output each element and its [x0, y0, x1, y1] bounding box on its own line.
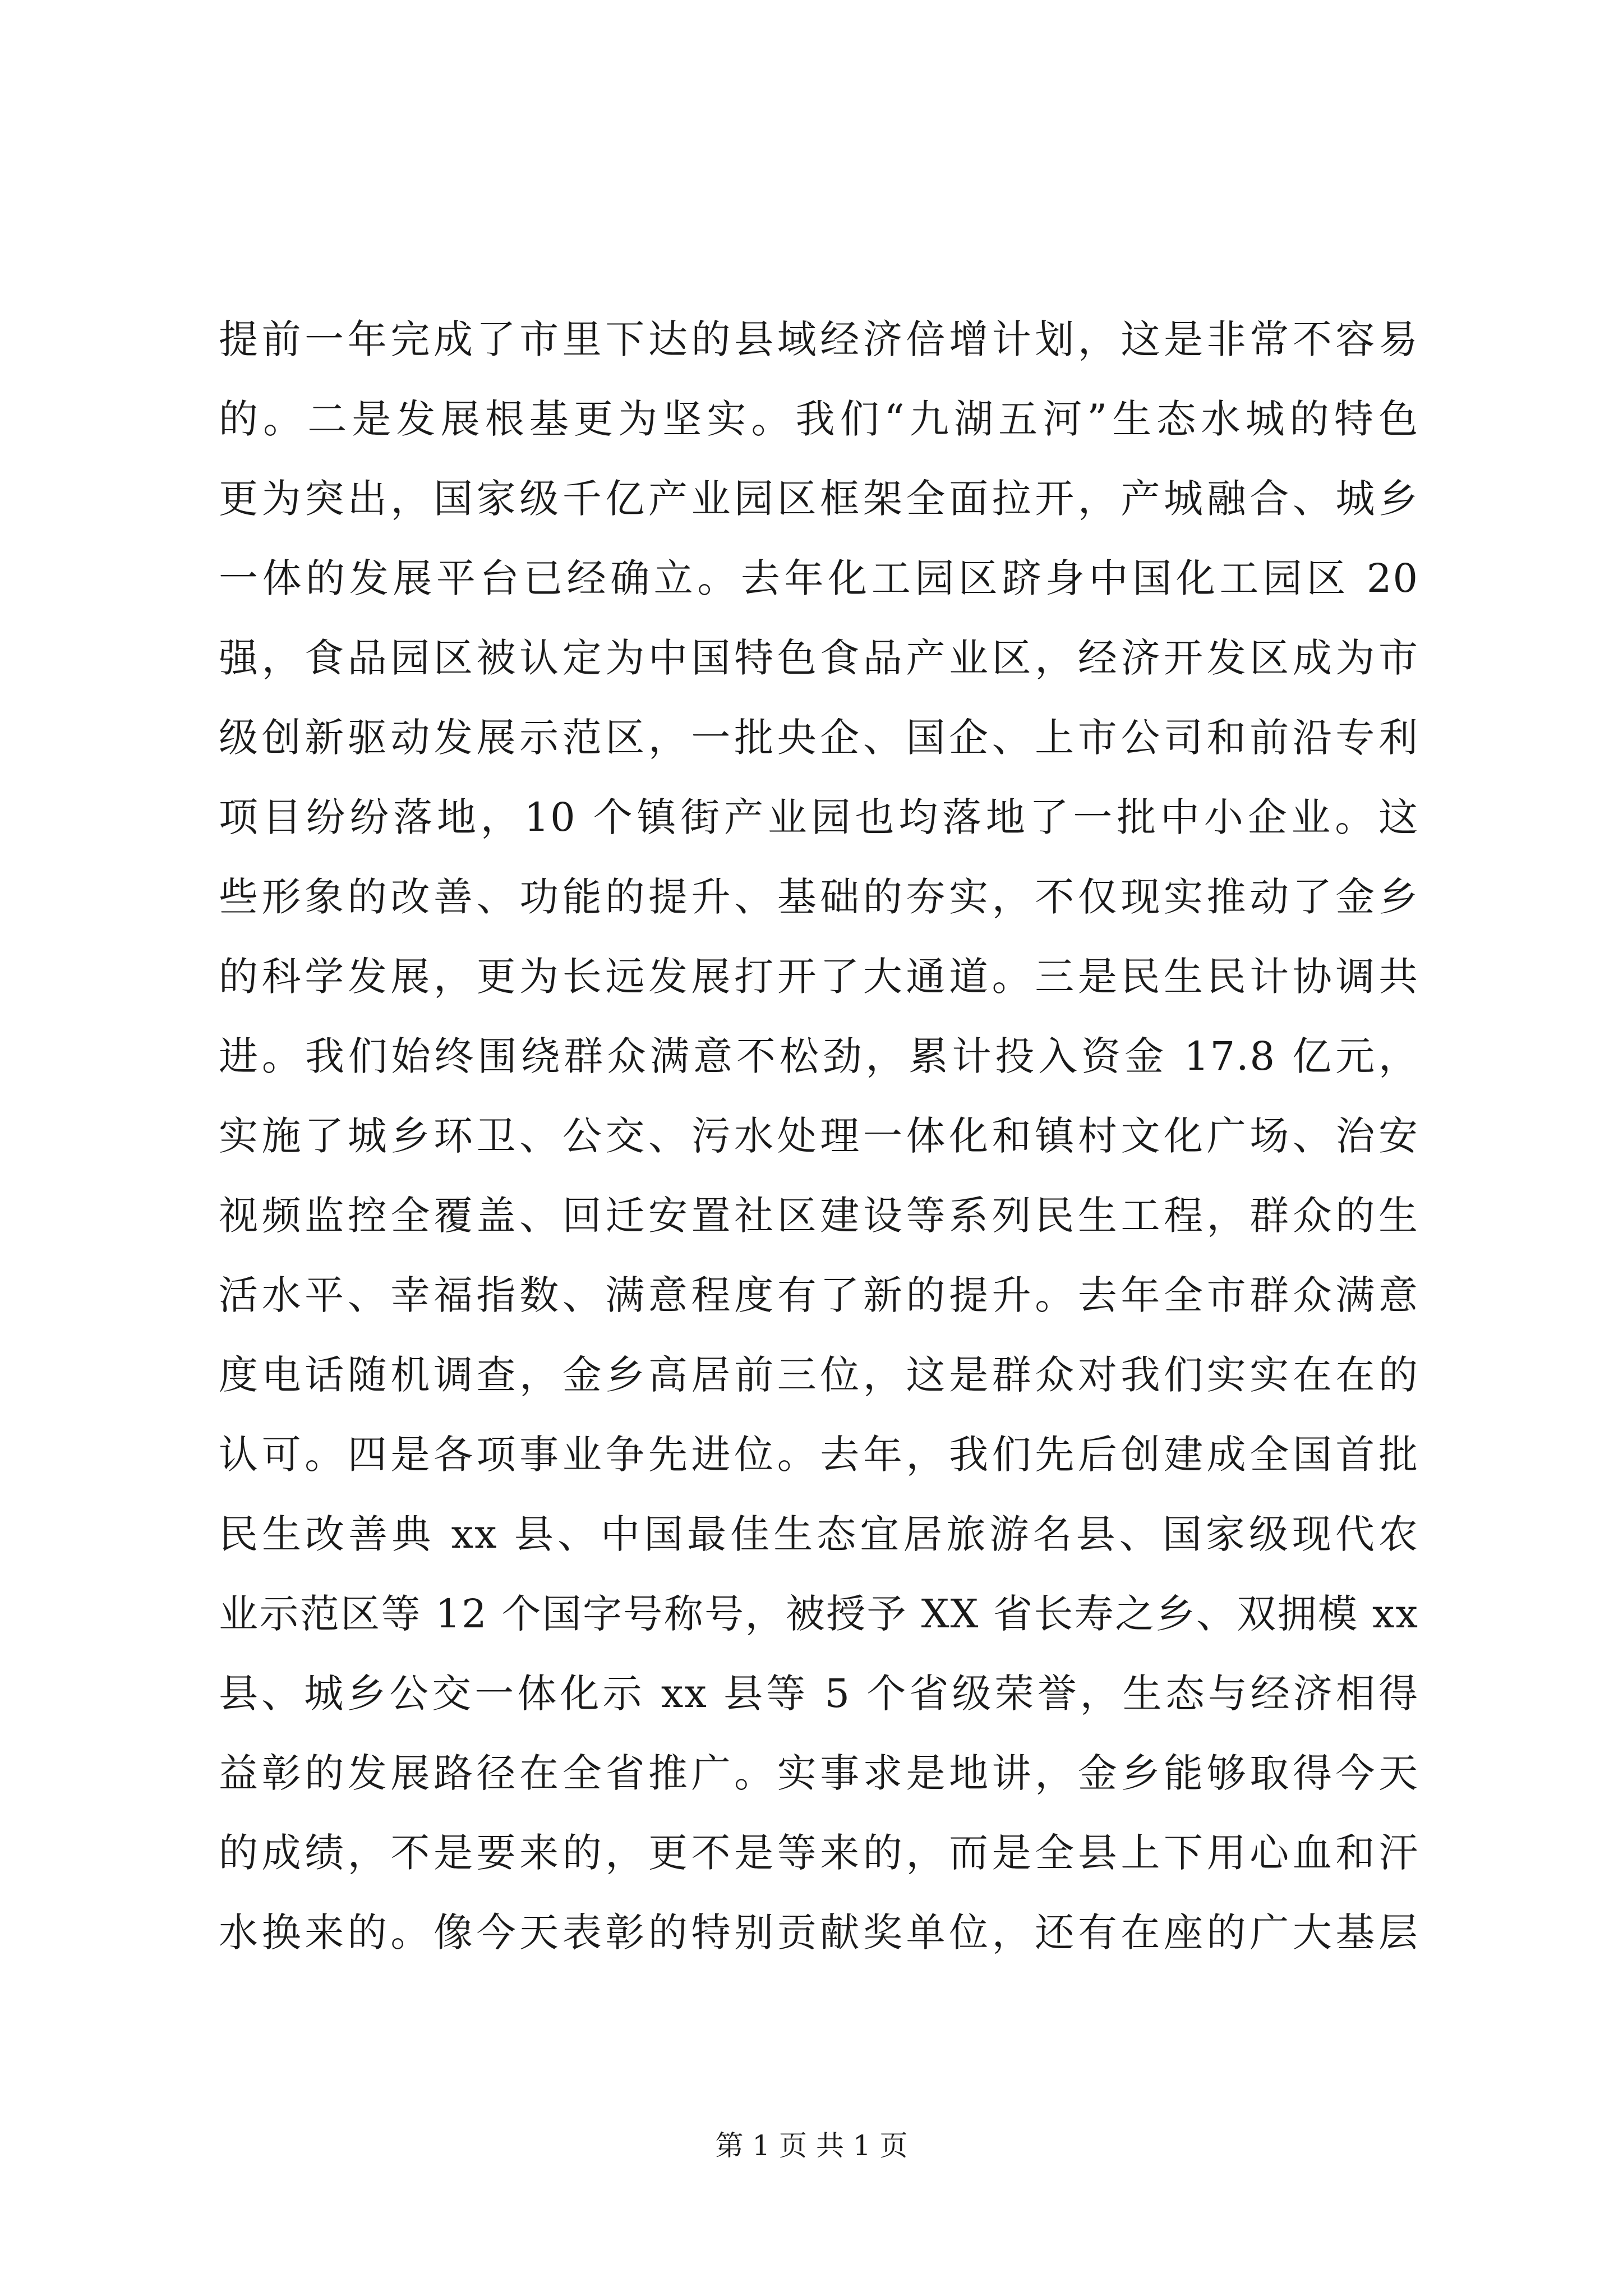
- text-line: 实施了城乡环卫、公交、污水处理一体化和镇村文化广场、治安: [219, 1113, 1419, 1159]
- text-line: 业示范区等 12 个国字号称号，被授予 XX 省长寿之乡、双拥模 xx: [219, 1591, 1419, 1637]
- text-line: 提前一年完成了市里下达的县域经济倍增计划，这是非常不容易: [219, 316, 1419, 362]
- text-line: 的。二是发展根基更为坚实。我们“九湖五河”生态水城的特色: [219, 396, 1419, 442]
- body-text: [219, 300, 1419, 1972]
- text-line: 民生改善典 xx 县、中国最佳生态宜居旅游名县、国家级现代农: [219, 1511, 1419, 1557]
- text-line: 些形象的改善、功能的提升、基础的夯实，不仅现实推动了金乡: [219, 874, 1419, 920]
- text-line: 益彰的发展路径在全省推广。实事求是地讲，金乡能够取得今天: [219, 1750, 1419, 1796]
- text-line: 视频监控全覆盖、回迁安置社区建设等系列民生工程，群众的生: [219, 1193, 1419, 1239]
- text-line: 的成绩，不是要来的，更不是等来的，而是全县上下用心血和汗: [219, 1830, 1419, 1876]
- text-line: 的科学发展，更为长远发展打开了大通道。三是民生民计协调共: [219, 954, 1419, 1000]
- text-line: 级创新驱动发展示范区，一批央企、国企、上市公司和前沿专利: [219, 715, 1419, 761]
- text-line: 一体的发展平台已经确立。去年化工园区跻身中国化工园区 20: [219, 555, 1419, 601]
- page-footer: [0, 2126, 1623, 2165]
- text-line: 认可。四是各项事业争先进位。去年，我们先后创建成全国首批: [219, 1432, 1419, 1478]
- text-line: 度电话随机调查，金乡高居前三位，这是群众对我们实实在在的: [219, 1352, 1419, 1398]
- text-line: 活水平、幸福指数、满意程度有了新的提升。去年全市群众满意: [219, 1272, 1419, 1318]
- text-line: 更为突出，国家级千亿产业园区框架全面拉开，产城融合、城乡: [219, 476, 1419, 522]
- page-number-label: 第 1 页 共 1 页: [715, 2129, 908, 2162]
- text-line: 县、城乡公交一体化示 xx 县等 5 个省级荣誉，生态与经济相得: [219, 1671, 1419, 1717]
- text-line: 进。我们始终围绕群众满意不松劲，累计投入资金 17.8 亿元，: [219, 1033, 1419, 1079]
- text-line: 强，食品园区被认定为中国特色食品产业区，经济开发区成为市: [219, 635, 1419, 681]
- text-line: 水换来的。像今天表彰的特别贡献奖单位，还有在座的广大基层: [219, 1910, 1419, 1955]
- text-line: 项目纷纷落地，10 个镇街产业园也均落地了一批中小企业。这: [219, 794, 1419, 840]
